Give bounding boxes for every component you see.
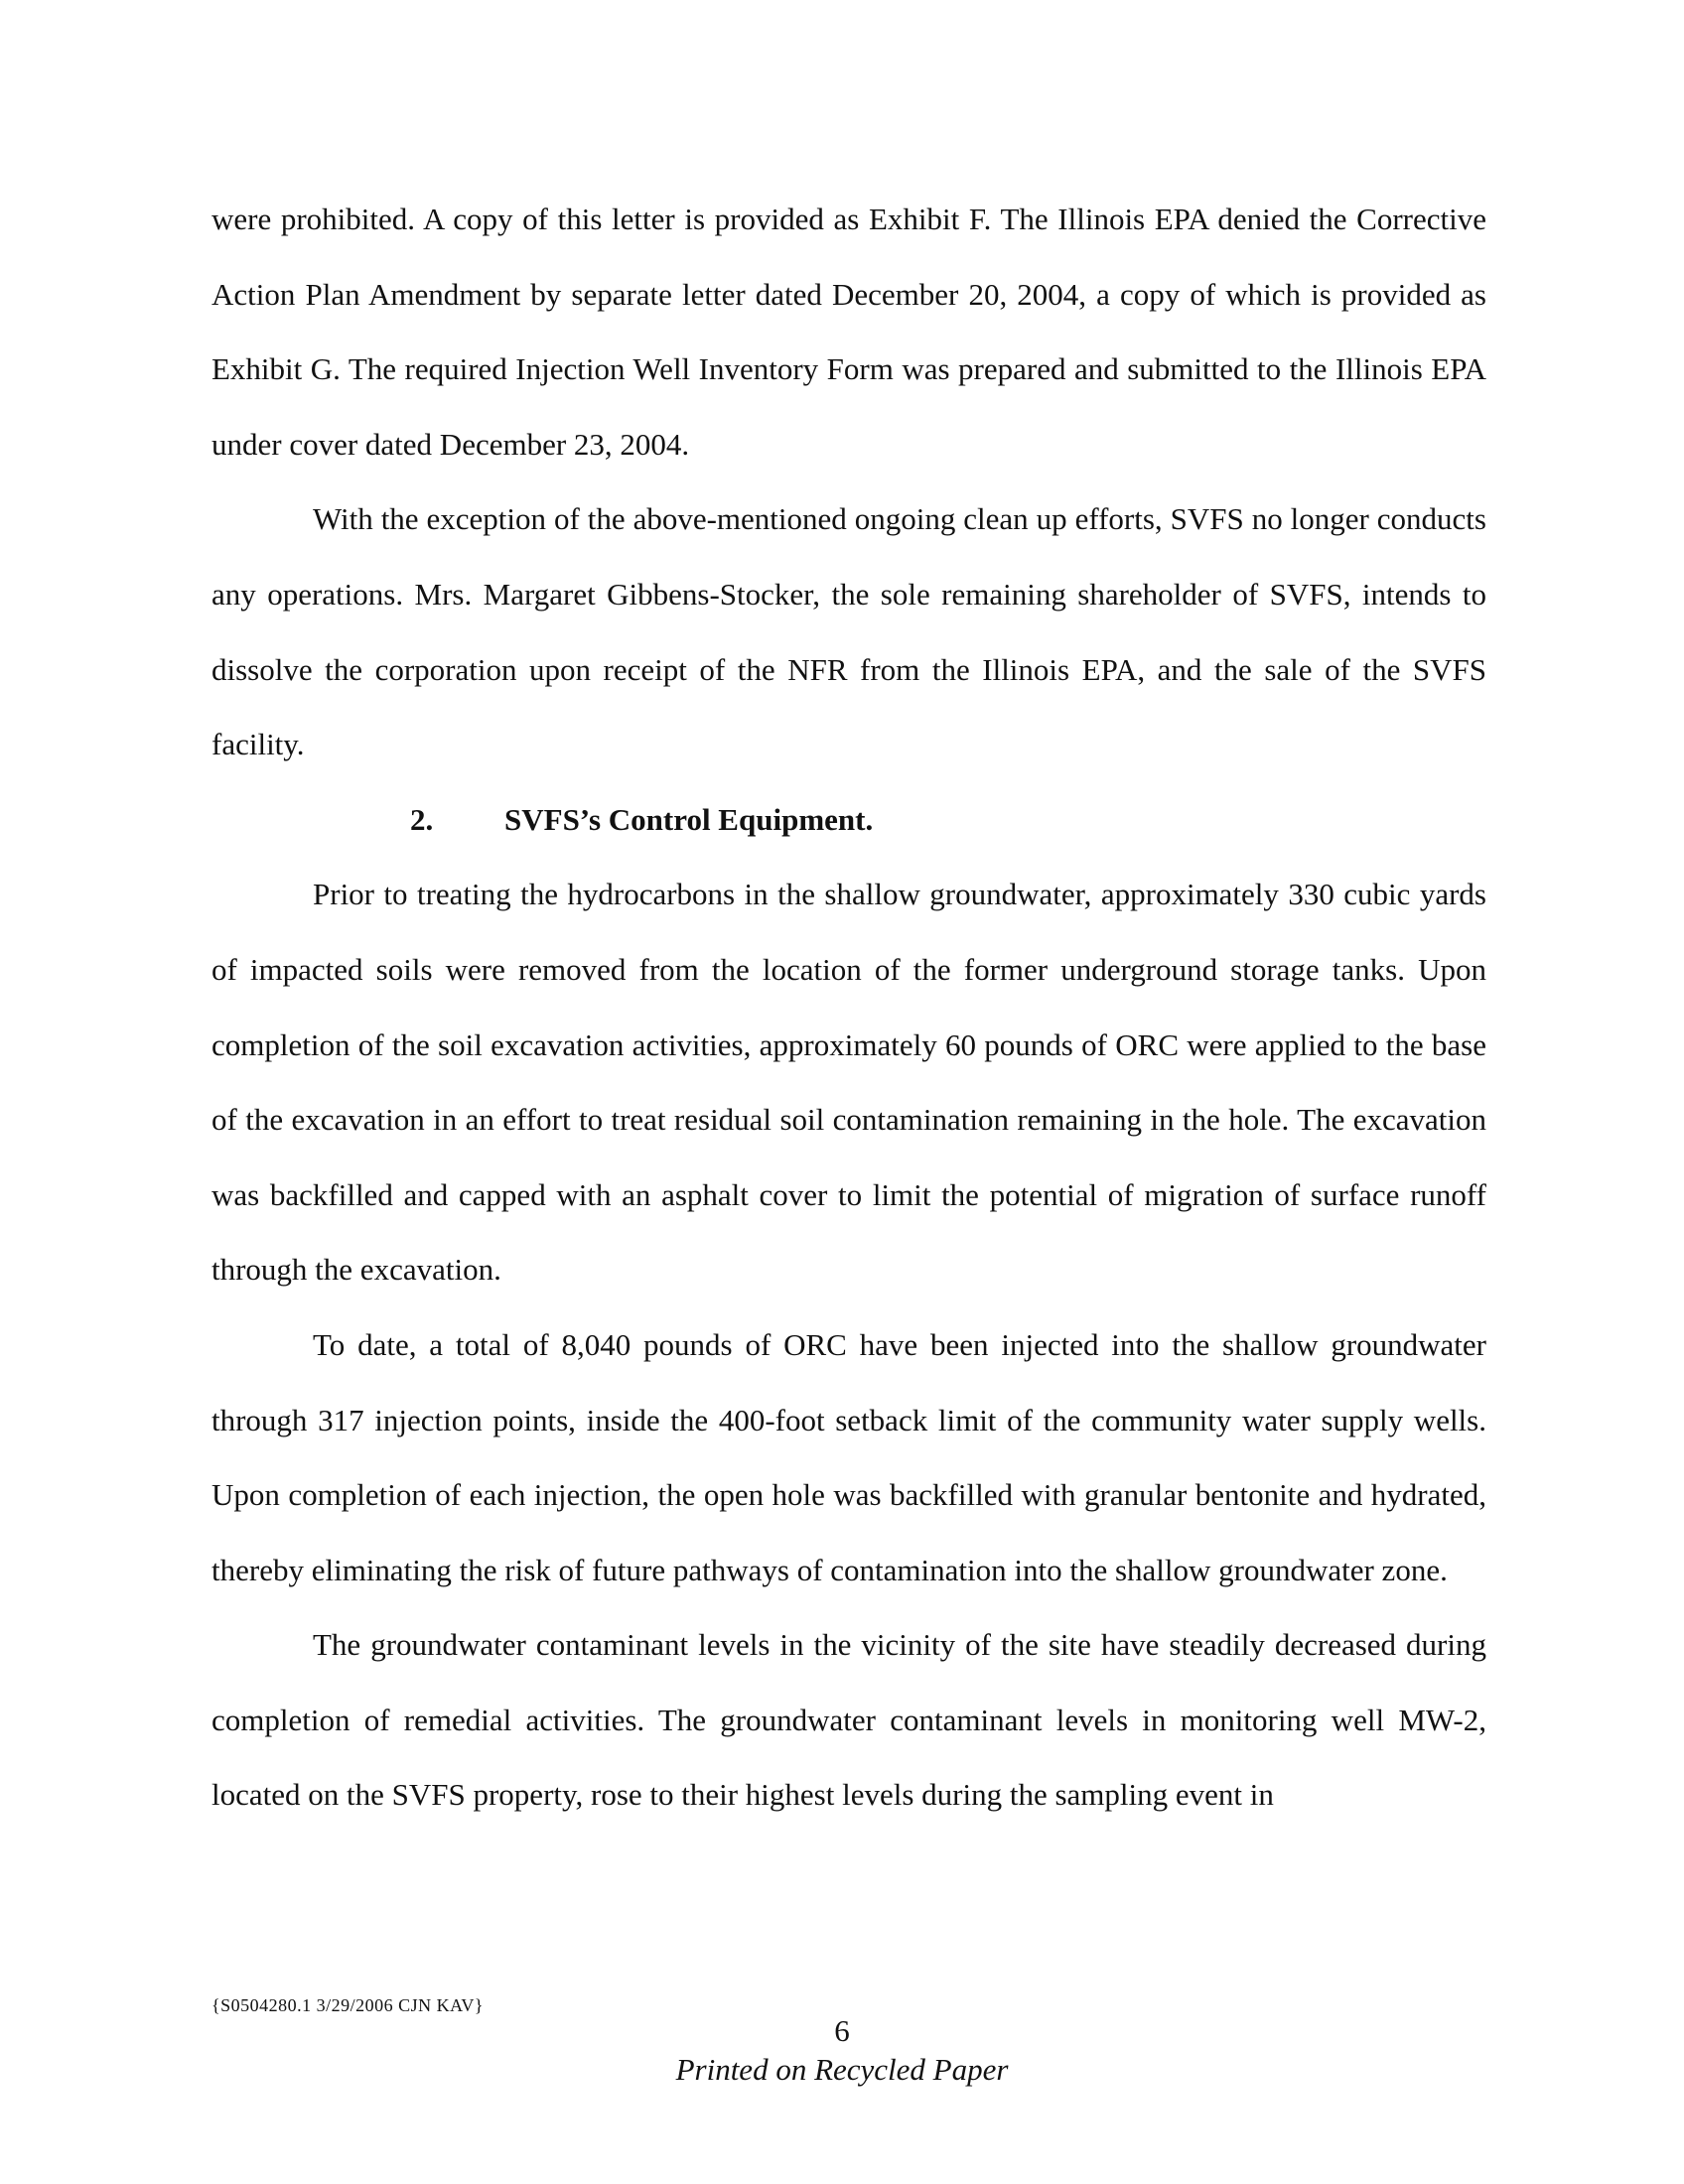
- section-heading: [211, 782, 1486, 858]
- document-body: [211, 182, 1486, 1833]
- footer-recycled-note: Printed on Recycled Paper: [675, 2052, 1009, 2087]
- section-number: 2.: [410, 801, 434, 837]
- paragraph-orc-injection: To date, a total of 8,040 pounds of ORC have been injected into the shallow groundwater through 317 injection points, inside the 400-foot setback limit of the community water supply wells. Upon completion of each injection, the open hole was backfilled with granular bentonite and hydrated, thereby eliminating the risk of future pathways of contamination into the shallow groundwater zone.: [211, 1326, 1486, 1587]
- paragraph-exhibits: were prohibited. A copy of this letter is provided as Exhibit F. The Illinois EPA denied the Corrective Action Plan Amendment by separate letter dated December 20, 2004, a copy of which is provided as Exhibit G. The required Injection Well Inventory Form was prepared and submitted to the Illinois EPA under cover dated December 23, 2004.: [211, 202, 1486, 462]
- paragraph-groundwater-levels: The groundwater contaminant levels in the vicinity of the site have steadily decreased during completion of remedial activities. The groundwater contaminant levels in monitoring well MW-2, located on the SVFS property, rose to their highest levels during the sampling event in: [211, 1627, 1486, 1813]
- paragraph-operations: With the exception of the above-mentioned ongoing clean up efforts, SVFS no longer conducts any operations. Mrs. Margaret Gibbens-Stocker, the sole remaining shareholder of SVFS, intends to dissolve the corporation upon receipt of the NFR from the Illinois EPA, and the sale of the SVFS facility.: [211, 501, 1486, 762]
- page-number: 6: [834, 2013, 850, 2048]
- paragraph-soil-removal: Prior to treating the hydrocarbons in the shallow groundwater, approximately 330 cubic yards of impacted soils were removed from the location of the former underground storage tanks. Upon completion of the soil excavation activities, approximately 60 pounds of ORC were applied to the base of the excavation in an effort to treat residual soil contamination remaining in the hole. The excavation was backfilled and capped with an asphalt cover to limit the potential of migration of surface runoff through the excavation.: [211, 877, 1486, 1288]
- section-title: SVFS’s Control Equipment.: [504, 801, 874, 837]
- footer-document-id: {S0504280.1 3/29/2006 CJN KAV}: [211, 1995, 484, 2015]
